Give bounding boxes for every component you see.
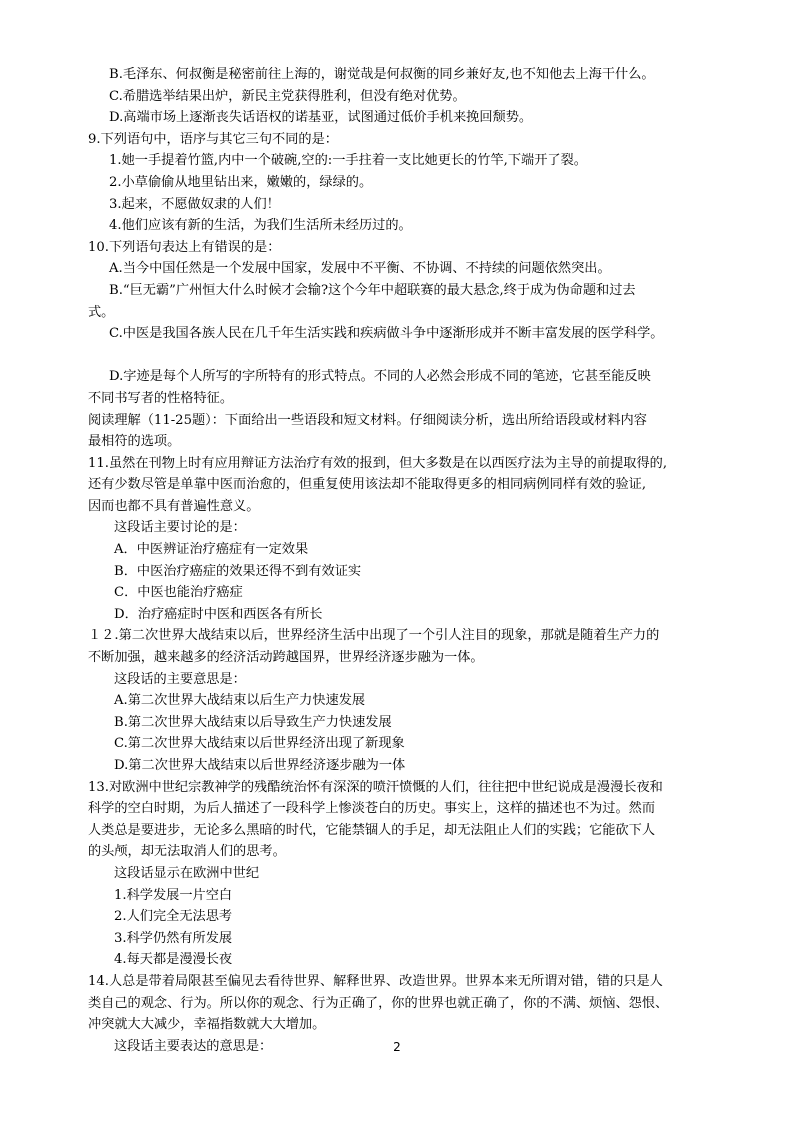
text-line: 这段话主要讨论的是： (114, 520, 246, 536)
text-line: 4.他们应该有新的生活，为我们生活所未经历过的。 (109, 218, 412, 234)
text-line: １２.第二次世界大战结束以后，世界经济生活中出现了一个引人注目的现象，那就是随着生产力的 (88, 628, 660, 644)
text-line: B.“巨无霸”广州恒大什么时候才会输?这个今年中超联赛的最大悬念,终于成为伪命题和过去 (109, 282, 636, 298)
text-line: 1.她一手提着竹篮,内中一个破碗,空的:一手拄着一支比她更长的竹竿,下端开了裂。 (109, 153, 587, 169)
text-line: 的头颅，却无法取消人们的思考。 (88, 844, 286, 860)
text-line: 类自己的观念、行为。所以你的观念、行为正确了，你的世界也就正确了，你的不满、烦恼、怨恨、 (88, 995, 669, 1011)
text-line: 2.人们完全无法思考 (114, 909, 233, 925)
text-line: 阅读理解（11-25题）：下面给出一些语段和短文材料。仔细阅读分析，选出所给语段或材料内容 (88, 412, 647, 428)
text-line: 4.每天都是漫漫长夜 (114, 952, 233, 968)
text-line: D．治疗癌症时中医和西医各有所长 (114, 606, 323, 622)
text-line: B.第二次世界大战结束以后导致生产力快速发展 (114, 714, 392, 730)
page-number: 2 (393, 1040, 401, 1054)
text-line: B.毛泽东、何叔衡是秘密前往上海的，谢觉哉是何叔衡的同乡兼好友,也不知他去上海干什么。 (109, 67, 655, 82)
text-line: C.中医是我国各族人民在几千年生活实践和疾病做斗争中逐渐形成并不断丰富发展的医学科学。 (109, 326, 664, 342)
text-line: D.字迹是每个人所写的字所特有的形式特点。不同的人必然会形成不同的笔迹，它甚至能反映 (109, 369, 651, 385)
text-line: A.第二次世界大战结束以后生产力快速发展 (114, 693, 366, 709)
text-line: 这段话的主要意思是： (114, 671, 246, 687)
text-line: C.第二次世界大战结束以后世界经济出现了新现象 (114, 736, 405, 752)
text-line: 9.下列语句中，语序与其它三句不同的是： (88, 131, 338, 147)
text-line: D.高端市场上逐渐丧失话语权的诺基亚，试图通过低价手机来挽回颓势。 (109, 110, 533, 126)
text-line: 冲突就大大减少，幸福指数就大大增加。 (88, 1017, 326, 1033)
text-line: 这段话主要表达的意思是： (114, 1038, 273, 1054)
text-line: 最相符的选项。 (88, 434, 181, 450)
text-line: 3.起来，不愿做奴隶的人们！ (109, 196, 280, 212)
text-line: 14.人总是带着局限甚至偏见去看待世界、解释世界、改造世界。世界本来无所谓对错，错的只是人 (88, 973, 663, 989)
text-line: 因而也都不具有普遍性意义。 (88, 498, 260, 514)
blank-line (88, 345, 702, 367)
text-line: 这段话显示在欧洲中世纪 (114, 865, 260, 881)
text-line: A．中医辨证治疗癌症有一定效果 (114, 542, 309, 558)
text-line: C．中医也能治疗癌症 (114, 585, 243, 601)
text-line: 13.对欧洲中世纪宗教神学的残酷统治怀有深深的喷汗愤慨的人们，往往把中世纪说成是漫漫长夜和 (88, 779, 663, 795)
text-line: 1.科学发展一片空白 (114, 887, 233, 903)
text-line: C.希腊选举结果出炉，新民主党获得胜利，但没有绝对优势。 (109, 88, 466, 104)
text-line: 2.小草偷偷从地里钻出来，嫩嫩的，绿绿的。 (109, 174, 373, 190)
document-body (88, 64, 702, 1057)
text-line: 人类总是要进步，无论多么黑暗的时代，它能禁锢人的手足，却无法阻止人们的实践；它能砍下人 (88, 822, 656, 838)
text-line: 11.虽然在刊物上时有应用辩证方法治疗有效的报到，但大多数是在以西医疗法为主导的前提取得的, (88, 455, 668, 471)
text-line: 还有少数尽管是单靠中医而治愈的，但重复使用该法却不能取得更多的相同病例同样有效的验证, (88, 477, 647, 493)
text-line: A.当今中国任然是一个发展中国家，发展中不平衡、不协调、不持续的问题依然突出。 (109, 261, 611, 277)
text-line: 10.下列语句表达上有错误的是： (88, 239, 281, 255)
text-line: 不断加强，越来越多的经济活动跨越国界，世界经济逐步融为一体。 (88, 650, 484, 666)
text-line: D.第二次世界大战结束以后世界经济逐步融为一体 (114, 758, 406, 773)
text-line: B．中医治疗癌症的效果还得不到有效证实 (114, 563, 362, 579)
text-line: 式。 (88, 304, 115, 320)
text-line: 科学的空白时期，为后人描述了一段科学上惨淡苍白的历史。事实上，这样的描述也不为过。然而 (88, 801, 656, 817)
text-line: 不同书写者的性格特征。 (88, 390, 234, 406)
text-line: 3.科学仍然有所发展 (114, 930, 233, 946)
